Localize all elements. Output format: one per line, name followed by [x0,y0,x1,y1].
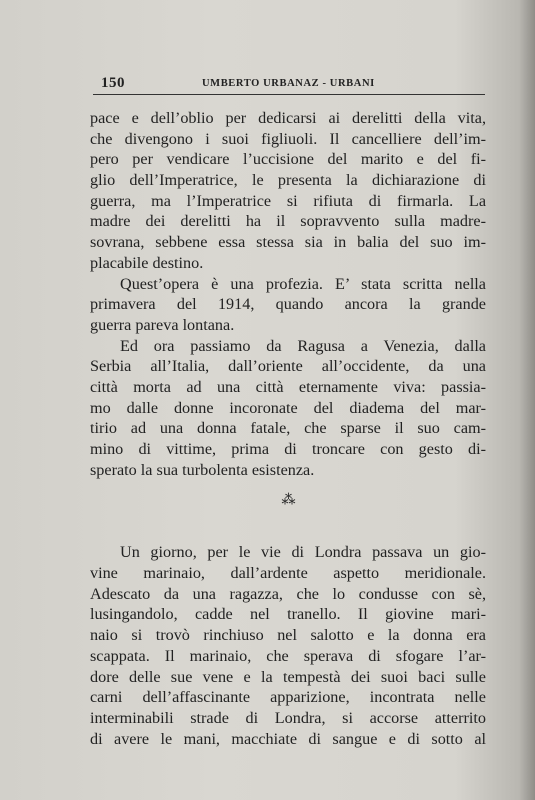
page-number: 150 [101,75,125,91]
text-line: sperato la sua turbolenta esistenza. [90,460,315,479]
text-line: scappata. Il marinaio, che sperava di sfogare l’ar- [90,646,486,665]
text-line: carni dell’affascinante apparizione, incontrata nelle [90,688,486,707]
text-line: mo dalle donne incoronate del diadema del mar- [90,398,486,417]
text-line: guerra, ma l’Imperatrice si rifiuta di firmarla. La [90,191,486,210]
text-line: che divengono i suoi figliuoli. Il cancelliere dell’im- [90,129,486,148]
text-line: guerra pareva lontana. [90,315,235,334]
text-line: pero per vendicare l’uccisione del marito e del fi- [90,150,486,169]
text-line: Adescato da una ragazza, che lo condusse con sè, [90,584,486,603]
text-line: Serbia all’Italia, dall’oriente all’occidente, da una [90,357,486,376]
paragraph [90,108,486,274]
text-line: Un giorno, per le vie di Londra passava un gio- [120,543,486,562]
text-line: vine marinaio, dall’ardente aspetto meridionale. [90,564,486,583]
section-separator [90,480,486,542]
text-line: Ed ora passiamo da Ragusa a Venezia, dalla [120,336,486,355]
text-line: mino di vittime, prima di troncare con gesto di- [90,440,486,458]
text-line: lusingandolo, cadde nel tranello. Il giovine mari- [90,605,486,624]
text-line: dore delle sue vene e la tempestà dei suoi baci sulle [90,667,486,686]
text-line: Quest’opera è una profezia. E’ stata scritta nella [120,274,486,293]
text-line: tirio ad una donna fatale, che sparse il suo cam- [90,419,486,438]
page-header [93,72,485,95]
text-line: sovrana, sebbene essa stessa sia in balia del suo im- [90,233,486,252]
text-line: primavera del 1914, quando ancora la grande [90,295,486,314]
text-line: interminabili strade di Londra, si accorse atterrito [90,708,486,727]
text-line: naio si trovò rinchiuso nel salotto e la donna era [90,626,486,645]
text-line: glio dell’Imperatrice, le presenta la dichiarazione di [90,171,486,190]
text-line: placabile destino. [90,253,204,272]
text-line: città morta ad una città eternamente viva: passia- [90,377,486,396]
text-line: di avere le mani, macchiate di sangue e di sotto al [90,729,486,748]
paragraph [90,274,486,336]
text-line: madre dei derelitti ha il sopravvento sulla madre- [90,212,486,231]
running-head: UMBERTO URBANAZ - URBANI [202,78,375,89]
asterism: ⁂ [281,493,295,509]
paragraph [90,542,486,749]
paragraph [90,336,486,481]
body-text [90,108,486,749]
text-line: pace e dell’oblio per dedicarsi ai derelitti della vita, [90,109,486,127]
